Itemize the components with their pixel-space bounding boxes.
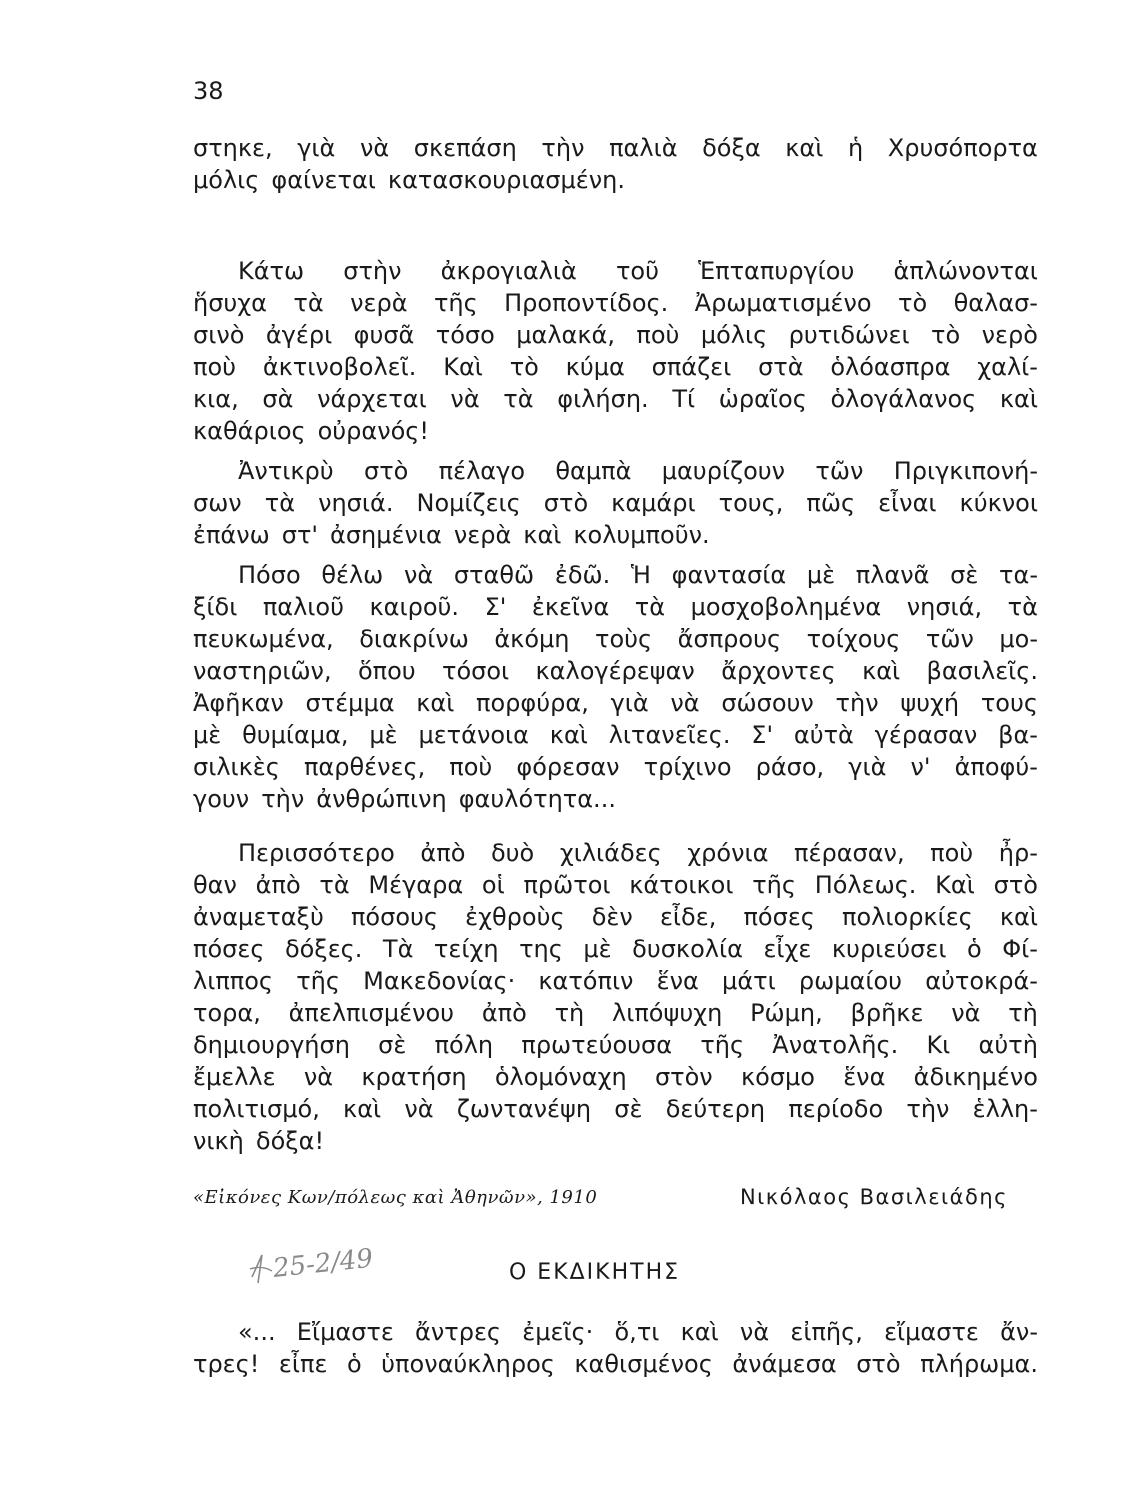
text-line: ἀναμεταξὺ πόσους ἐχθροὺς δὲν εἶδε, πόσες πολιορκίες καὶ <box>193 903 1038 931</box>
text-line: σινὸ ἀγέρι φυσᾶ τόσο μαλακά, ποὺ μόλις ρυτιδώνει τὸ νερὸ <box>193 321 1038 349</box>
author-name: Νικόλαος Βασιλειάδης <box>739 1185 1008 1209</box>
text-line: μόλις φαίνεται κατασκουριασμένη. <box>193 166 625 194</box>
paragraph-monasteries <box>193 559 1038 815</box>
page-number: 38 <box>193 77 224 105</box>
text-line: ἔμελλε νὰ κρατήση ὁλομόναχη στὸν κόσμο ἕνα ἀδικημένο <box>193 1063 1038 1091</box>
text-line: ξίδι παλιοῦ καιροῦ. Σ' ἐκεῖνα τὰ μοσχοβολημένα νησιά, τὰ <box>193 593 1038 621</box>
text-line: πολιτισμό, καὶ νὰ ζωντανέψη σὲ δεύτερη περίοδο τὴν ἑλλη- <box>193 1095 1038 1123</box>
signature <box>193 1182 1008 1216</box>
text-line: γουν τὴν ἀνθρώπινη φαυλότητα... <box>193 785 616 813</box>
text-line: ἥσυχα τὰ νερὰ τῆς Προποντίδος. Ἀρωματισμένο τὸ θαλασ- <box>193 289 1038 317</box>
text-line: Ἀφῆκαν στέμμα καὶ πορφύρα, γιὰ νὰ σώσουν τὴν ψυχή τους <box>193 689 1038 717</box>
handwritten-stamp <box>248 1243 378 1291</box>
text-line: στηκε, γιὰ νὰ σκεπάση τὴν παλιὰ δόξα καὶ ἡ Χρυσόπορτα <box>193 134 1038 162</box>
text-line: θαν ἀπὸ τὰ Μέγαρα οἱ πρῶτοι κάτοικοι τῆς Πόλεως. Καὶ στὸ <box>193 871 1038 899</box>
text-line: πευκωμένα, διακρίνω ἀκόμη τοὺς ἄσπρους τοίχους τῶν μο- <box>193 625 1038 653</box>
text-line: Ἀντικρὺ στὸ πέλαγο θαμπὰ μαυρίζουν τῶν Πριγκιπονή- <box>238 457 1038 485</box>
text-line: τορα, ἀπελπισμένου ἀπὸ τὴ λιπόψυχη Ρώμη, βρῆκε νὰ τὴ <box>193 999 1038 1027</box>
text-line: ναστηριῶν, ὅπου τόσοι καλογέρεψαν ἄρχοντες καὶ βασιλεῖς. <box>193 657 1038 685</box>
text-line: ποὺ ἀκτινοβολεῖ. Καὶ τὸ κύμα σπάζει στὰ ὁλόασπρα χαλί- <box>193 353 1038 381</box>
text-line: σιλικὲς παρθένες, ποὺ φόρεσαν τρίχινο ράσο, γιὰ ν' ἀποφύ- <box>193 753 1038 781</box>
text-line: ἐπάνω στ' ἀσημένια νερὰ καὶ κολυμποῦν. <box>193 521 710 549</box>
source-citation: «Εἰκόνες Κων/πόλεως καὶ Ἀθηνῶν», 1910 <box>193 1187 598 1208</box>
text-line: δημιουργήση σὲ πόλη πρωτεύουσα τῆς Ἀνατολῆς. Κι αὐτὴ <box>193 1031 1038 1059</box>
text-line: καθάριος οὐρανός! <box>193 417 430 445</box>
text-line: «... Εἴμαστε ἄντρες ἐμεῖς· ὅ,τι καὶ νὰ εἰπῆς, εἴμαστε ἄν- <box>238 1318 1038 1346</box>
section-title: Ο ΕΚΔΙΚΗΤΗΣ <box>509 1260 681 1285</box>
paragraph-city-history <box>193 837 1038 1157</box>
text-line: κια, σὰ νάρχεται νὰ τὰ φιλήση. Τί ὡραῖος ὁλογάλανος καὶ <box>193 385 1038 413</box>
paragraph-princes-islands <box>193 455 1038 551</box>
text-line: Κάτω στὴν ἀκρογιαλιὰ τοῦ Ἑπταπυργίου ἁπλώνονται <box>238 257 1038 285</box>
text-line: σων τὰ νησιά. Νομίζεις στὸ καμάρι τους, πῶς εἶναι κύκνοι <box>193 489 1038 517</box>
paragraph-section-opening <box>193 1316 1038 1380</box>
text-line: νικὴ δόξα! <box>193 1127 325 1155</box>
text-line: τρες! εἶπε ὁ ὑποναύκληρος καθισμένος ἀνάμεσα στὸ πλήρωμα. <box>193 1350 1038 1378</box>
paragraph-heptapyrgion <box>193 255 1038 447</box>
text-line: μὲ θυμίαμα, μὲ μετάνοια καὶ λιτανεῖες. Σ' αὐτὰ γέρασαν βα- <box>193 721 1038 749</box>
svg-text:25-2/49: 25-2/49 <box>271 1243 375 1284</box>
text-line: πόσες δόξες. Τὰ τείχη της μὲ δυσκολία εἶχε κυριεύσει ὁ Φί- <box>193 935 1038 963</box>
intro-paragraph <box>193 132 1038 196</box>
text-line: Περισσότερο ἀπὸ δυὸ χιλιάδες χρόνια πέρασαν, ποὺ ἦρ- <box>238 839 1038 867</box>
text-line: Πόσο θέλω νὰ σταθῶ ἐδῶ. Ἡ φαντασία μὲ πλανᾶ σὲ τα- <box>238 561 1038 589</box>
text-line: λιππος τῆς Μακεδονίας· κατόπιν ἕνα μάτι ρωμαίου αὐτοκρά- <box>193 967 1038 995</box>
